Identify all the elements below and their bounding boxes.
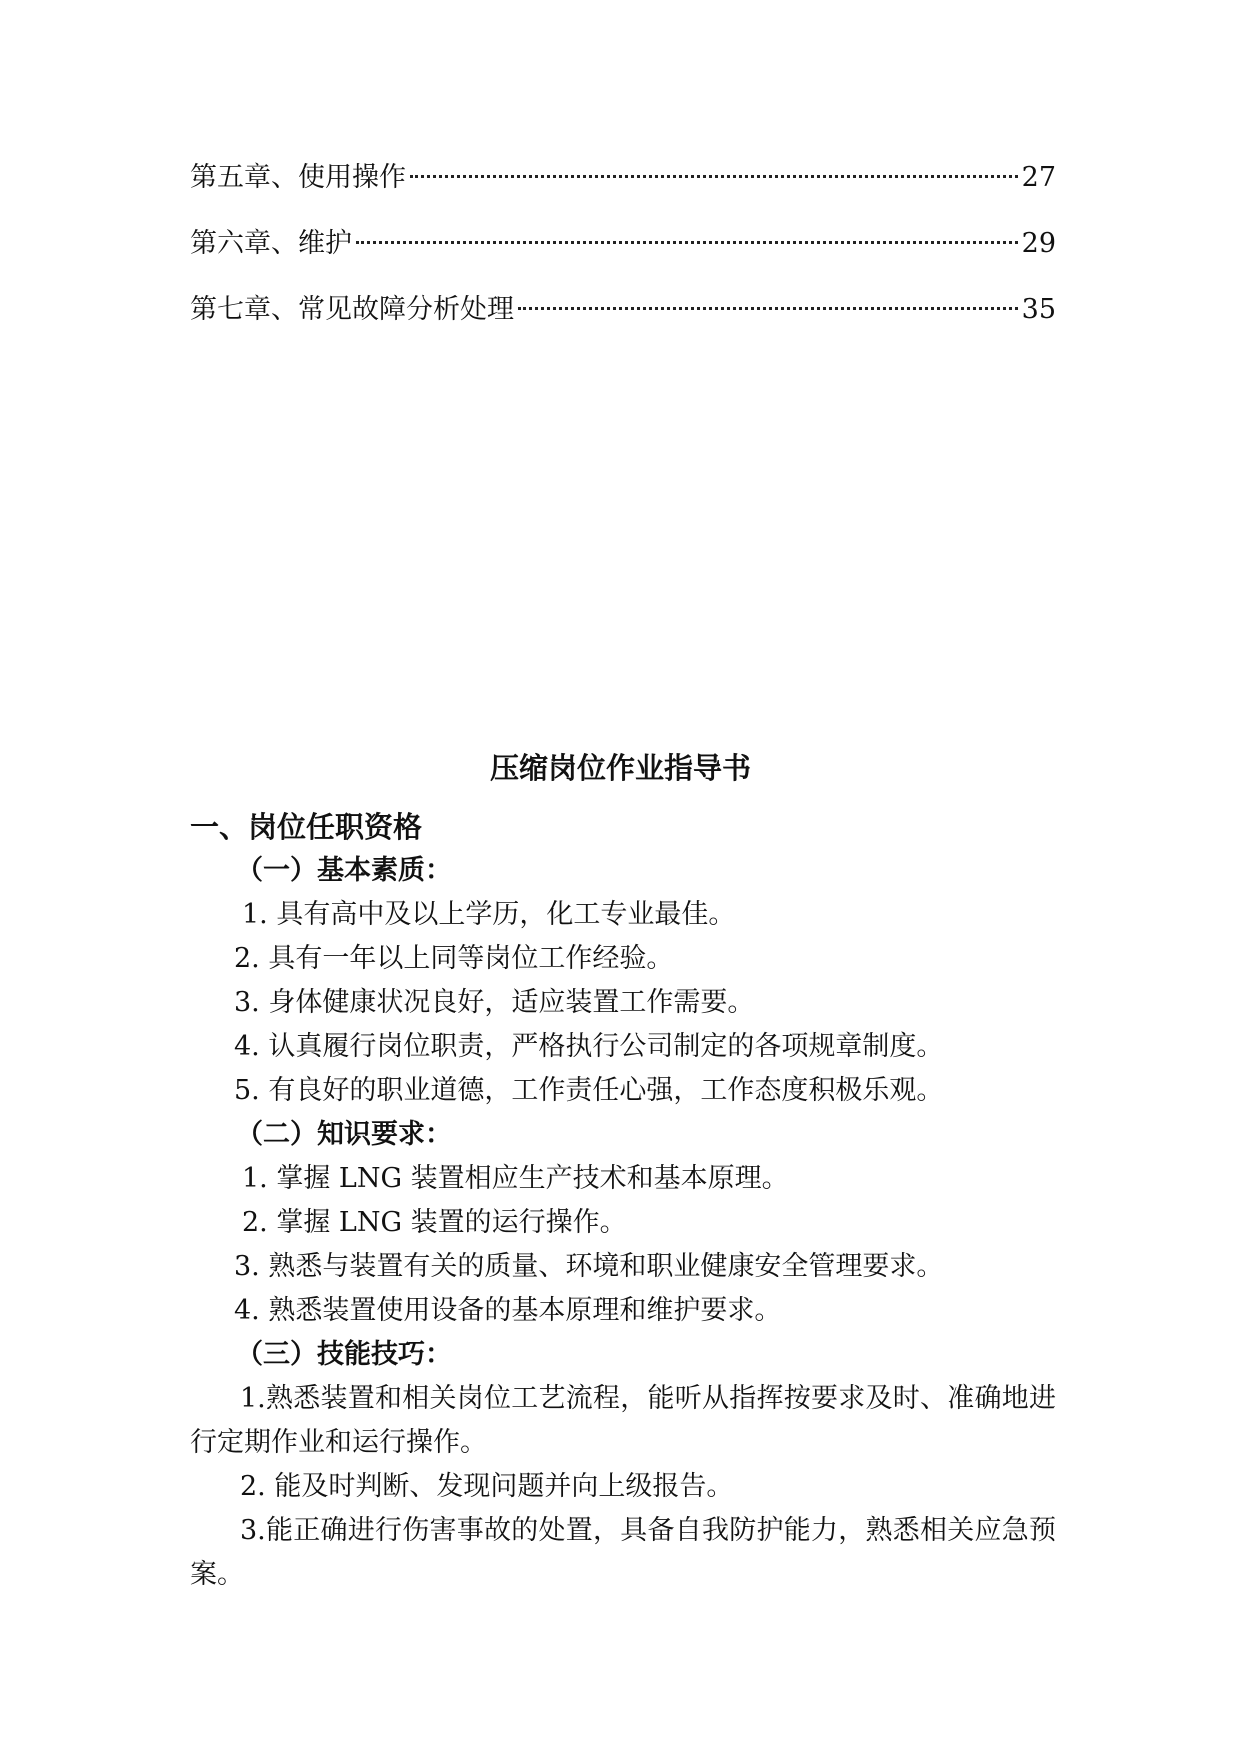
- toc-leader-dots: [518, 307, 1018, 310]
- list-item: 5. 有良好的职业道德，工作责任心强，工作态度积极乐观。: [234, 1075, 944, 1106]
- paragraph: 1.熟悉装置和相关岗位工艺流程，能听从指挥按要求及时、准确地进行定期作业和运行操作。: [190, 1383, 1056, 1458]
- list-item: 4. 熟悉装置使用设备的基本原理和维护要求。: [234, 1295, 782, 1326]
- toc-page-number: 29: [1021, 228, 1056, 259]
- toc-label: 第七章、常见故障分析处理: [190, 294, 514, 325]
- toc-entry-chapter-6[interactable]: [190, 226, 1056, 292]
- paragraph: 3.能正确进行伤害事故的处置，具备自我防护能力，熟悉相关应急预案。: [190, 1515, 1056, 1590]
- subsection-heading-basic: （一）基本素质：: [236, 855, 452, 886]
- document-body: [190, 805, 1056, 1597]
- toc-page-number: 27: [1021, 162, 1056, 193]
- toc-leader-dots: [356, 241, 1018, 244]
- list-item: 2. 具有一年以上同等岗位工作经验。: [234, 943, 674, 974]
- subsection-heading-skills: （三）技能技巧：: [236, 1339, 452, 1370]
- toc-leader-dots: [410, 175, 1018, 178]
- list-item: 3. 身体健康状况良好，适应装置工作需要。: [234, 987, 755, 1018]
- document-title: 压缩岗位作业指导书: [489, 751, 751, 785]
- list-item: 1. 掌握 LNG 装置相应生产技术和基本原理。: [242, 1163, 789, 1194]
- subsection-heading-knowledge: （二）知识要求：: [236, 1119, 452, 1150]
- list-item: 3. 熟悉与装置有关的质量、环境和职业健康安全管理要求。: [234, 1251, 944, 1282]
- table-of-contents: [190, 160, 1056, 358]
- toc-entry-chapter-7[interactable]: [190, 292, 1056, 358]
- section-heading: 一、岗位任职资格: [190, 810, 423, 844]
- toc-entry-chapter-5[interactable]: [190, 160, 1056, 226]
- toc-label: 第五章、使用操作: [190, 162, 406, 193]
- list-item: 1. 具有高中及以上学历，化工专业最佳。: [242, 899, 736, 930]
- list-item: 4. 认真履行岗位职责，严格执行公司制定的各项规章制度。: [234, 1031, 944, 1062]
- list-item: 2. 掌握 LNG 装置的运行操作。: [242, 1207, 627, 1238]
- paragraph: 2. 能及时判断、发现问题并向上级报告。: [240, 1471, 734, 1502]
- toc-label: 第六章、维护: [190, 228, 352, 259]
- toc-page-number: 35: [1021, 294, 1056, 325]
